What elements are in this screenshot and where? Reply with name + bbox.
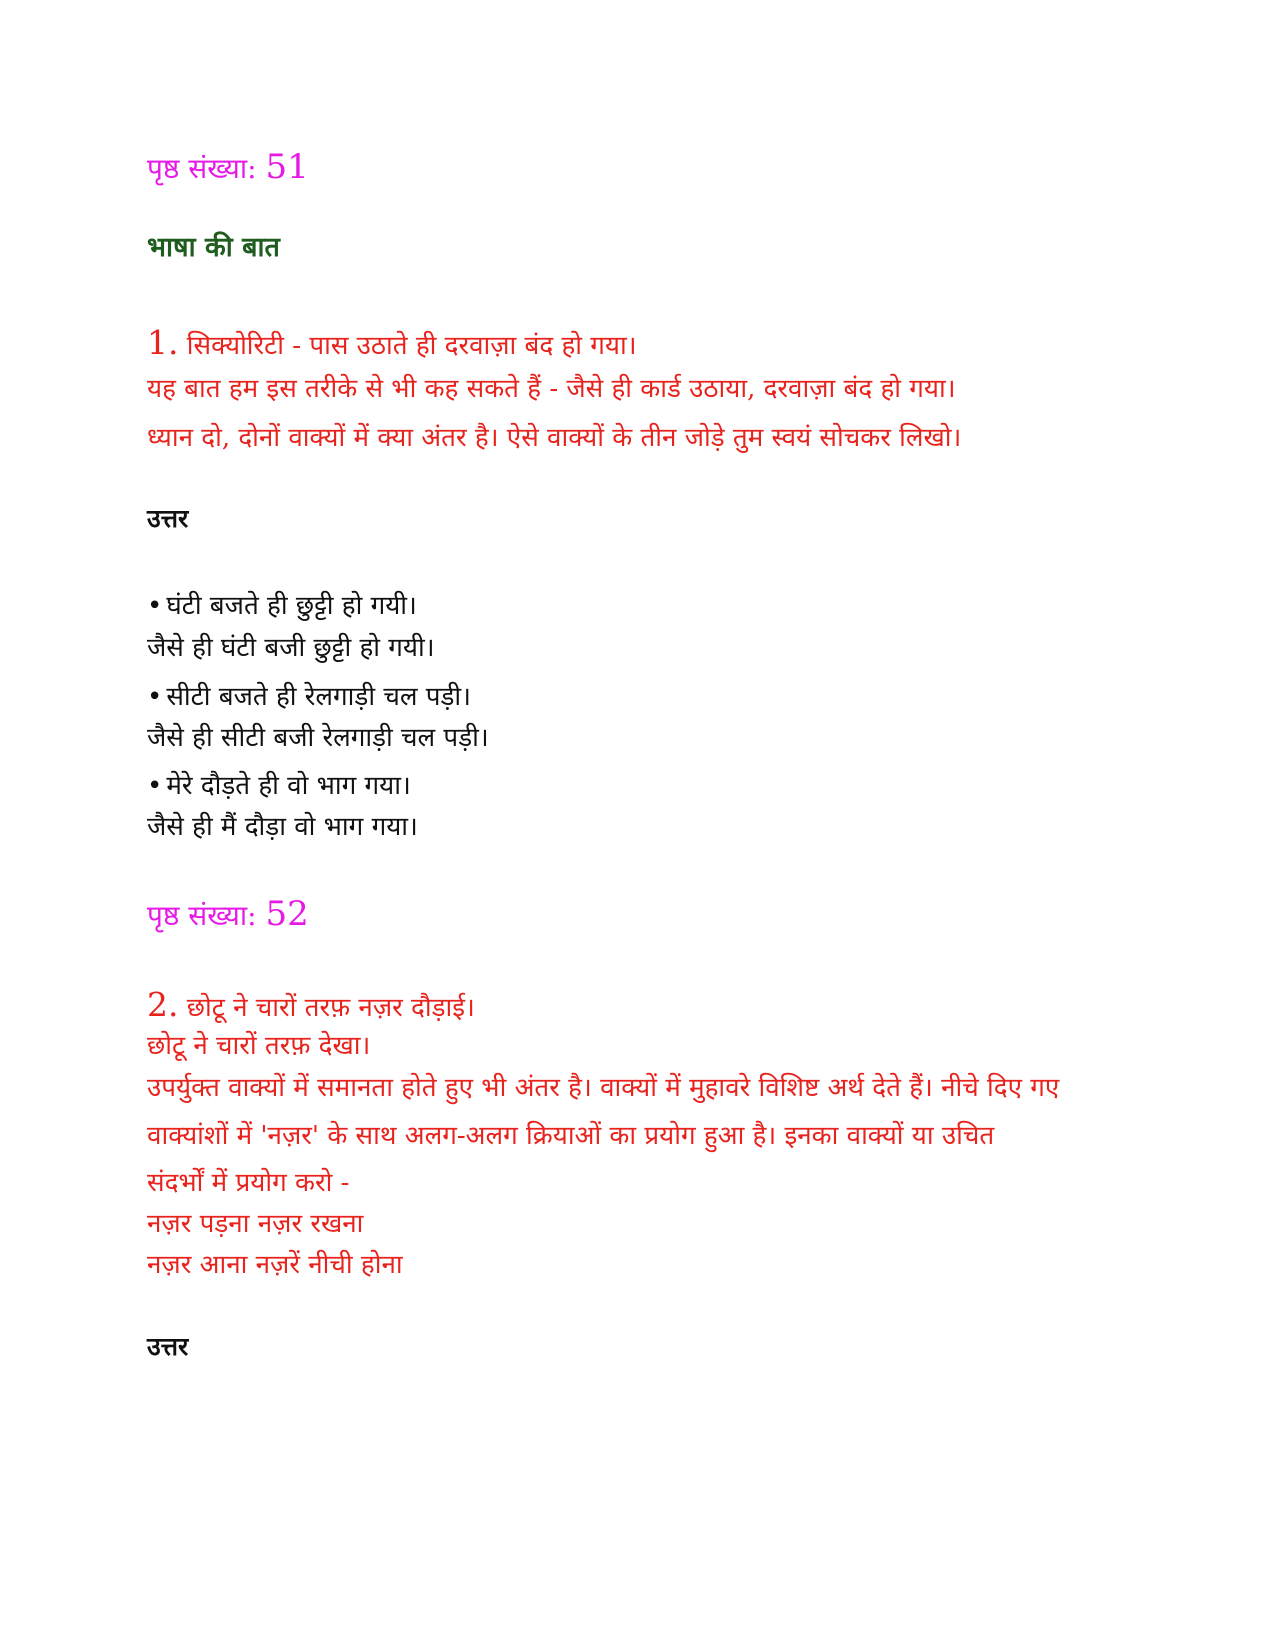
page-number-51 xyxy=(147,147,309,187)
answer-1a xyxy=(147,593,417,619)
question-2-line-1 xyxy=(147,985,475,1024)
page-number-label: पृष्ठ संख्या: xyxy=(147,899,257,932)
answer-text: सीटी बजते ही रेलगाड़ी चल पड़ी। xyxy=(166,682,471,712)
page-number-label: पृष्ठ संख्या: xyxy=(147,152,257,185)
answer-2b: जैसे ही सीटी बजी रेलगाड़ी चल पड़ी। xyxy=(147,723,489,753)
answer-text: घंटी बजते ही छुट्टी हो गयी। xyxy=(166,591,417,621)
question-1-line-2: यह बात हम इस तरीके से भी कह सकते हैं - जैसे ही कार्ड उठाया, दरवाज़ा बंद हो गया। xyxy=(147,374,956,404)
question-2-number: 2. xyxy=(147,985,179,1024)
bullet-icon: • xyxy=(147,771,163,801)
page-number-52 xyxy=(147,894,309,934)
answer-1b: जैसे ही घंटी बजी छुट्टी हो गयी। xyxy=(147,633,435,663)
page-number-value: 51 xyxy=(265,147,309,187)
answer-2a xyxy=(147,684,471,710)
section-heading: भाषा की बात xyxy=(147,232,280,263)
bullet-icon: • xyxy=(147,591,163,621)
question-1-line-1 xyxy=(147,323,637,362)
question-2-text: छोटू ने चारों तरफ़ नज़र दौड़ाई। xyxy=(186,993,475,1023)
answer-text: मेरे दौड़ते ही वो भाग गया। xyxy=(166,771,411,801)
question-2-line-5: संदर्भों में प्रयोग करो - xyxy=(147,1168,350,1198)
question-1-text: सिक्योरिटी - पास उठाते ही दरवाज़ा बंद हो गया। xyxy=(186,331,637,361)
answer-label-2: उत्तर xyxy=(147,1332,189,1361)
question-2-line-2: छोटू ने चारों तरफ़ देखा। xyxy=(147,1031,371,1061)
question-2-line-3: उपर्युक्त वाक्यों में समानता होते हुए भी अंतर है। वाक्यों में मुहावरे विशिष्ट अर्थ देते हैं। नीचे दिए गए xyxy=(147,1073,1060,1103)
question-1-number: 1. xyxy=(147,323,179,362)
answer-3b: जैसे ही मैं दौड़ा वो भाग गया। xyxy=(147,812,418,842)
question-2-line-7: नज़र आना नज़रें नीची होना xyxy=(147,1250,403,1280)
bullet-icon: • xyxy=(147,682,163,712)
answer-label-1: उत्तर xyxy=(147,504,189,533)
question-2-line-6: नज़र पड़ना नज़र रखना xyxy=(147,1209,364,1239)
answer-3a xyxy=(147,773,411,799)
question-1-line-3: ध्यान दो, दोनों वाक्यों में क्या अंतर है। ऐसे वाक्यों के तीन जोड़े तुम स्वयं सोचकर लिखो। xyxy=(147,423,962,453)
question-2-line-4: वाक्यांशों में 'नज़र' के साथ अलग-अलग क्रियाओं का प्रयोग हुआ है। इनका वाक्यों या उचित xyxy=(147,1121,995,1151)
page-number-value: 52 xyxy=(265,894,309,934)
